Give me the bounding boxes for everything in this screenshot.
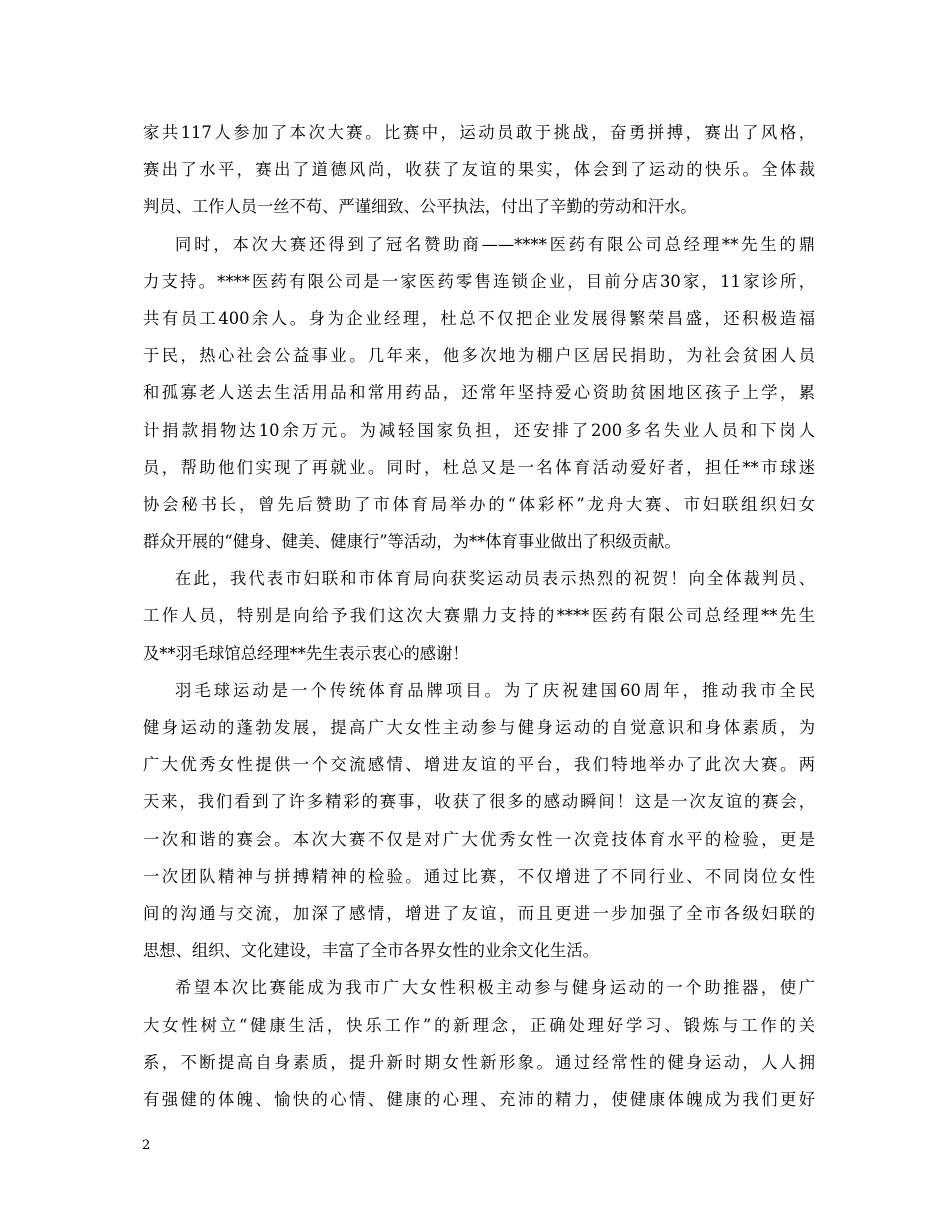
text-line: 家共117人参加了本次大赛。比赛中，运动员敢于挑战，奋勇拼搏，赛出了风格， <box>143 123 815 142</box>
text-line: 希望本次比赛能成为我市广大女性积极主动参与健身运动的一个助推器，使广 <box>175 978 815 998</box>
text-line: 协会秘书长，曾先后赞助了市体育局举办的“体彩杯”龙舟大赛、市妇联组织妇女 <box>143 494 815 514</box>
text-line: 赛出了水平，赛出了道德风尚，收获了友谊的果实，体会到了运动的快乐。全体裁 <box>143 160 815 180</box>
text-line: 思想、组织、文化建设，丰富了全市各界女性的业余文化生活。 <box>143 941 599 961</box>
text-line: 广大优秀女性提供一个交流感情、增进友谊的平台，我们特地举办了此次大赛。两 <box>143 755 815 775</box>
text-line: 员，帮助他们实现了再就业。同时，杜总又是一名体育活动爱好者，担任**市球迷 <box>143 457 815 477</box>
text-line: 一次和谐的赛会。本次大赛不仅是对广大优秀女性一次竞技体育水平的检验，更是 <box>143 829 815 849</box>
text-line: 健身运动的蓬勃发展，提高广大女性主动参与健身运动的自觉意识和身体素质，为 <box>143 718 815 737</box>
text-line: 大女性树立“健康生活，快乐工作”的新理念，正确处理好学习、锻炼与工作的关 <box>143 1015 815 1035</box>
text-line: 群众开展的“健身、健美、健康行”等活动，为**体育事业做出了积级贡献。 <box>143 532 681 552</box>
text-line: 一次团队精神与拼搏精神的检验。通过比赛，不仅增进了不同行业、不同岗位女性 <box>143 866 815 886</box>
text-line: 计捐款捐物达10余万元。为减轻国家负担，还安排了200多名失业人员和下岗人 <box>143 420 815 440</box>
text-line: 羽毛球运动是一个传统体育品牌项目。为了庆祝建国60周年，推动我市全民 <box>175 680 815 700</box>
text-line: 工作人员，特别是向给予我们这次大赛鼎力支持的****医药有限公司总经理**先生 <box>143 606 815 626</box>
text-line: 同时，本次大赛还得到了冠名赞助商——****医药有限公司总经理**先生的鼎 <box>175 234 815 254</box>
text-line: 在此，我代表市妇联和市体育局向获奖运动员表示热烈的祝贺！向全体裁判员、 <box>175 569 815 589</box>
text-line: 系，不断提高自身素质，提升新时期女性新形象。通过经常性的健身运动，人人拥 <box>143 1052 815 1072</box>
text-line: 天来，我们看到了许多精彩的赛事，收获了很多的感动瞬间！这是一次友谊的赛会， <box>143 792 815 812</box>
text-line: 共有员工400余人。身为企业经理，杜总不仅把企业发展得繁荣昌盛，还积极造福 <box>143 308 815 328</box>
text-line: 判员、工作人员一丝不苟、严谨细致、公平执法，付出了辛勤的劳动和汗水。 <box>143 197 697 217</box>
text-line: 和孤寡老人送去生活用品和常用药品，还常年坚持爱心资助贫困地区孩子上学，累 <box>143 383 815 403</box>
text-line: 于民，热心社会公益事业。几年来，他多次地为棚户区居民捐助，为社会贫困人员 <box>143 346 815 366</box>
page-number: 2 <box>142 1138 151 1153</box>
text-line: 及**羽毛球馆总经理**先生表示衷心的感谢！ <box>143 643 469 663</box>
text-line: 力支持。****医药有限公司是一家医药零售连锁企业，目前分店30家，11家诊所， <box>143 271 815 291</box>
text-line: 间的沟通与交流，加深了感情，增进了友谊，而且更进一步加强了全市各级妇联的 <box>143 903 815 923</box>
text-line: 有强健的体魄、愉快的心情、健康的心理、充沛的精力，使健康体魄成为我们更好 <box>143 1089 815 1109</box>
document-body <box>143 114 815 1118</box>
